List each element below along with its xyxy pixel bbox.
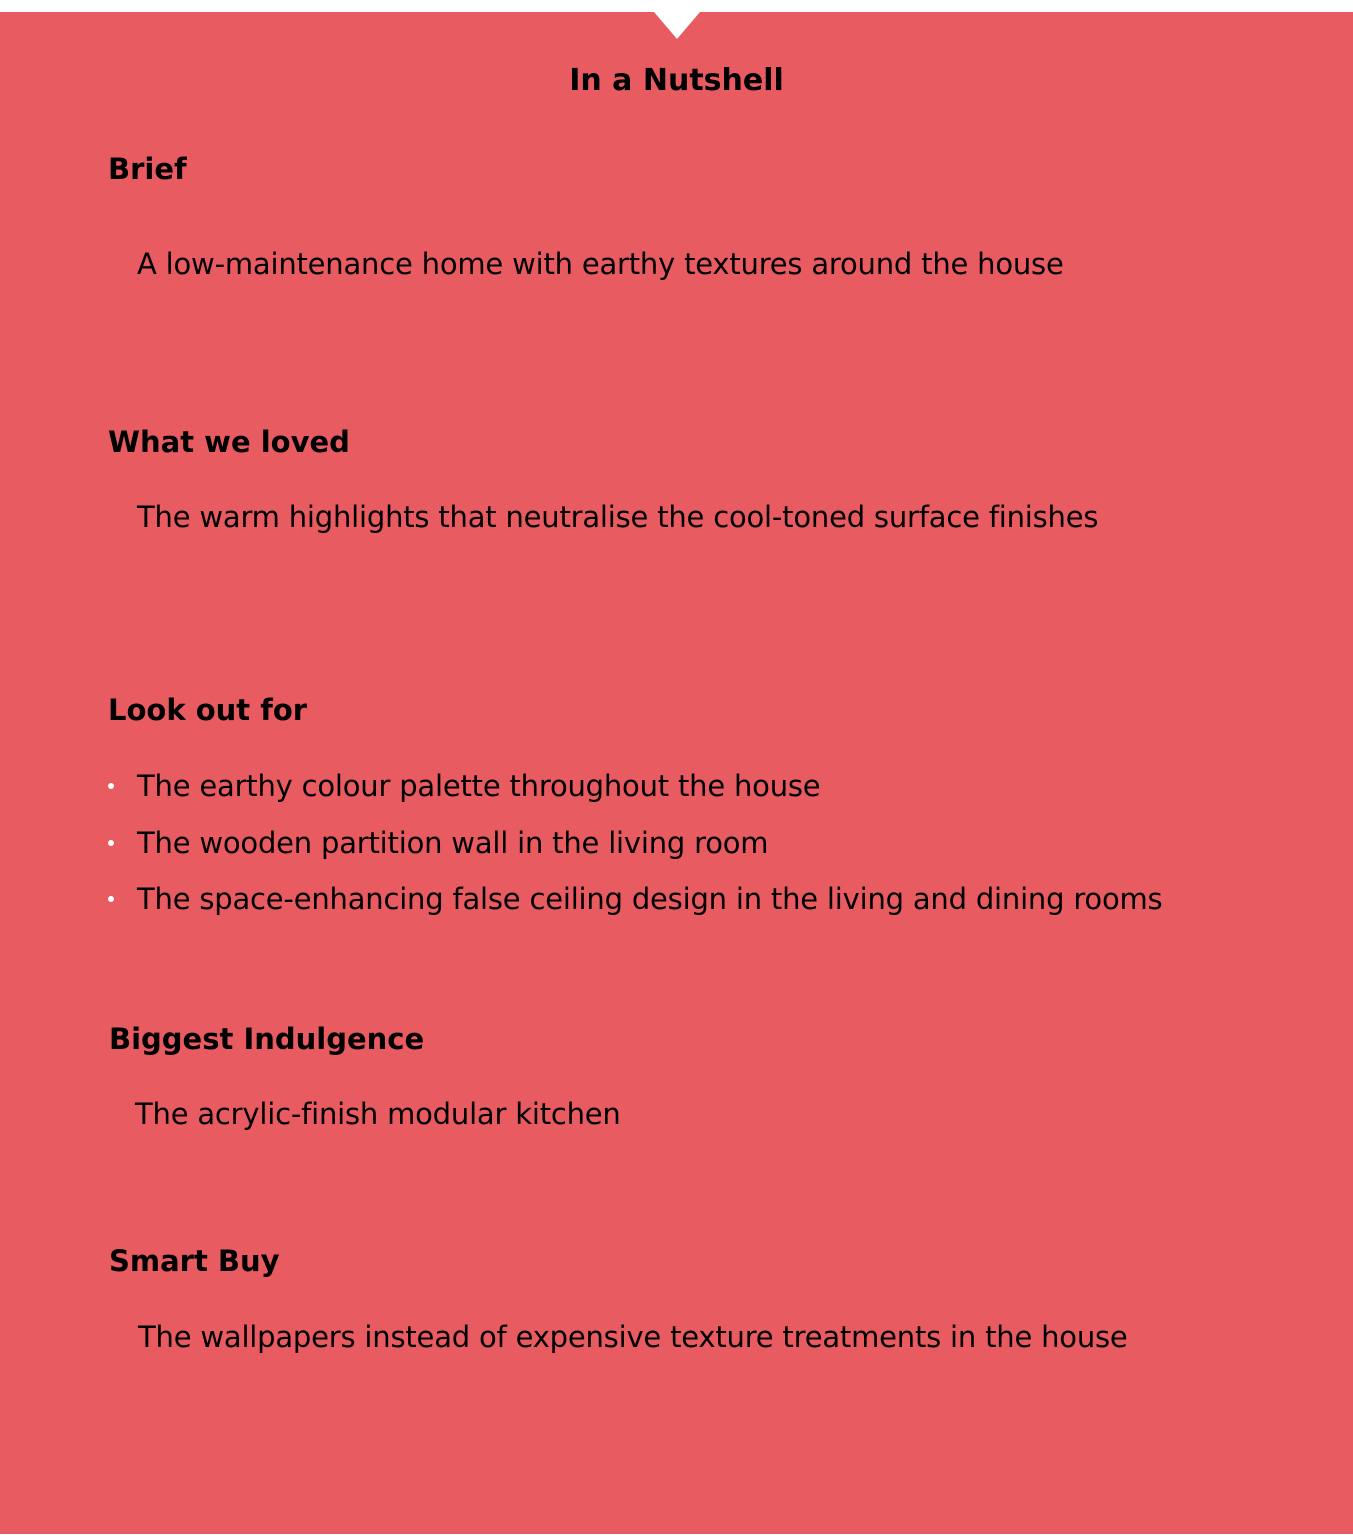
list-item-text: The earthy colour palette throughout the house	[137, 769, 821, 803]
loved-text: The warm highlights that neutralise the cool-toned surface finishes	[137, 500, 1099, 534]
indulgence-text: The acrylic-finish modular kitchen	[135, 1097, 621, 1131]
bullet-icon	[108, 840, 114, 846]
brief-heading: Brief	[108, 152, 187, 186]
card-title: In a Nutshell	[569, 63, 784, 98]
bullet-icon	[108, 783, 114, 789]
list-item-text: The space-enhancing false ceiling design in the living and dining rooms	[137, 882, 1163, 916]
lookout-heading: Look out for	[108, 693, 308, 727]
brief-text: A low-maintenance home with earthy textures around the house	[137, 247, 1064, 281]
smartbuy-text: The wallpapers instead of expensive texture treatments in the house	[138, 1320, 1128, 1354]
loved-heading: What we loved	[108, 425, 350, 459]
indulgence-heading: Biggest Indulgence	[109, 1022, 425, 1056]
card-notch	[654, 12, 700, 39]
smartbuy-heading: Smart Buy	[109, 1244, 280, 1278]
list-item-text: The wooden partition wall in the living room	[137, 825, 769, 860]
bullet-icon	[108, 896, 114, 902]
